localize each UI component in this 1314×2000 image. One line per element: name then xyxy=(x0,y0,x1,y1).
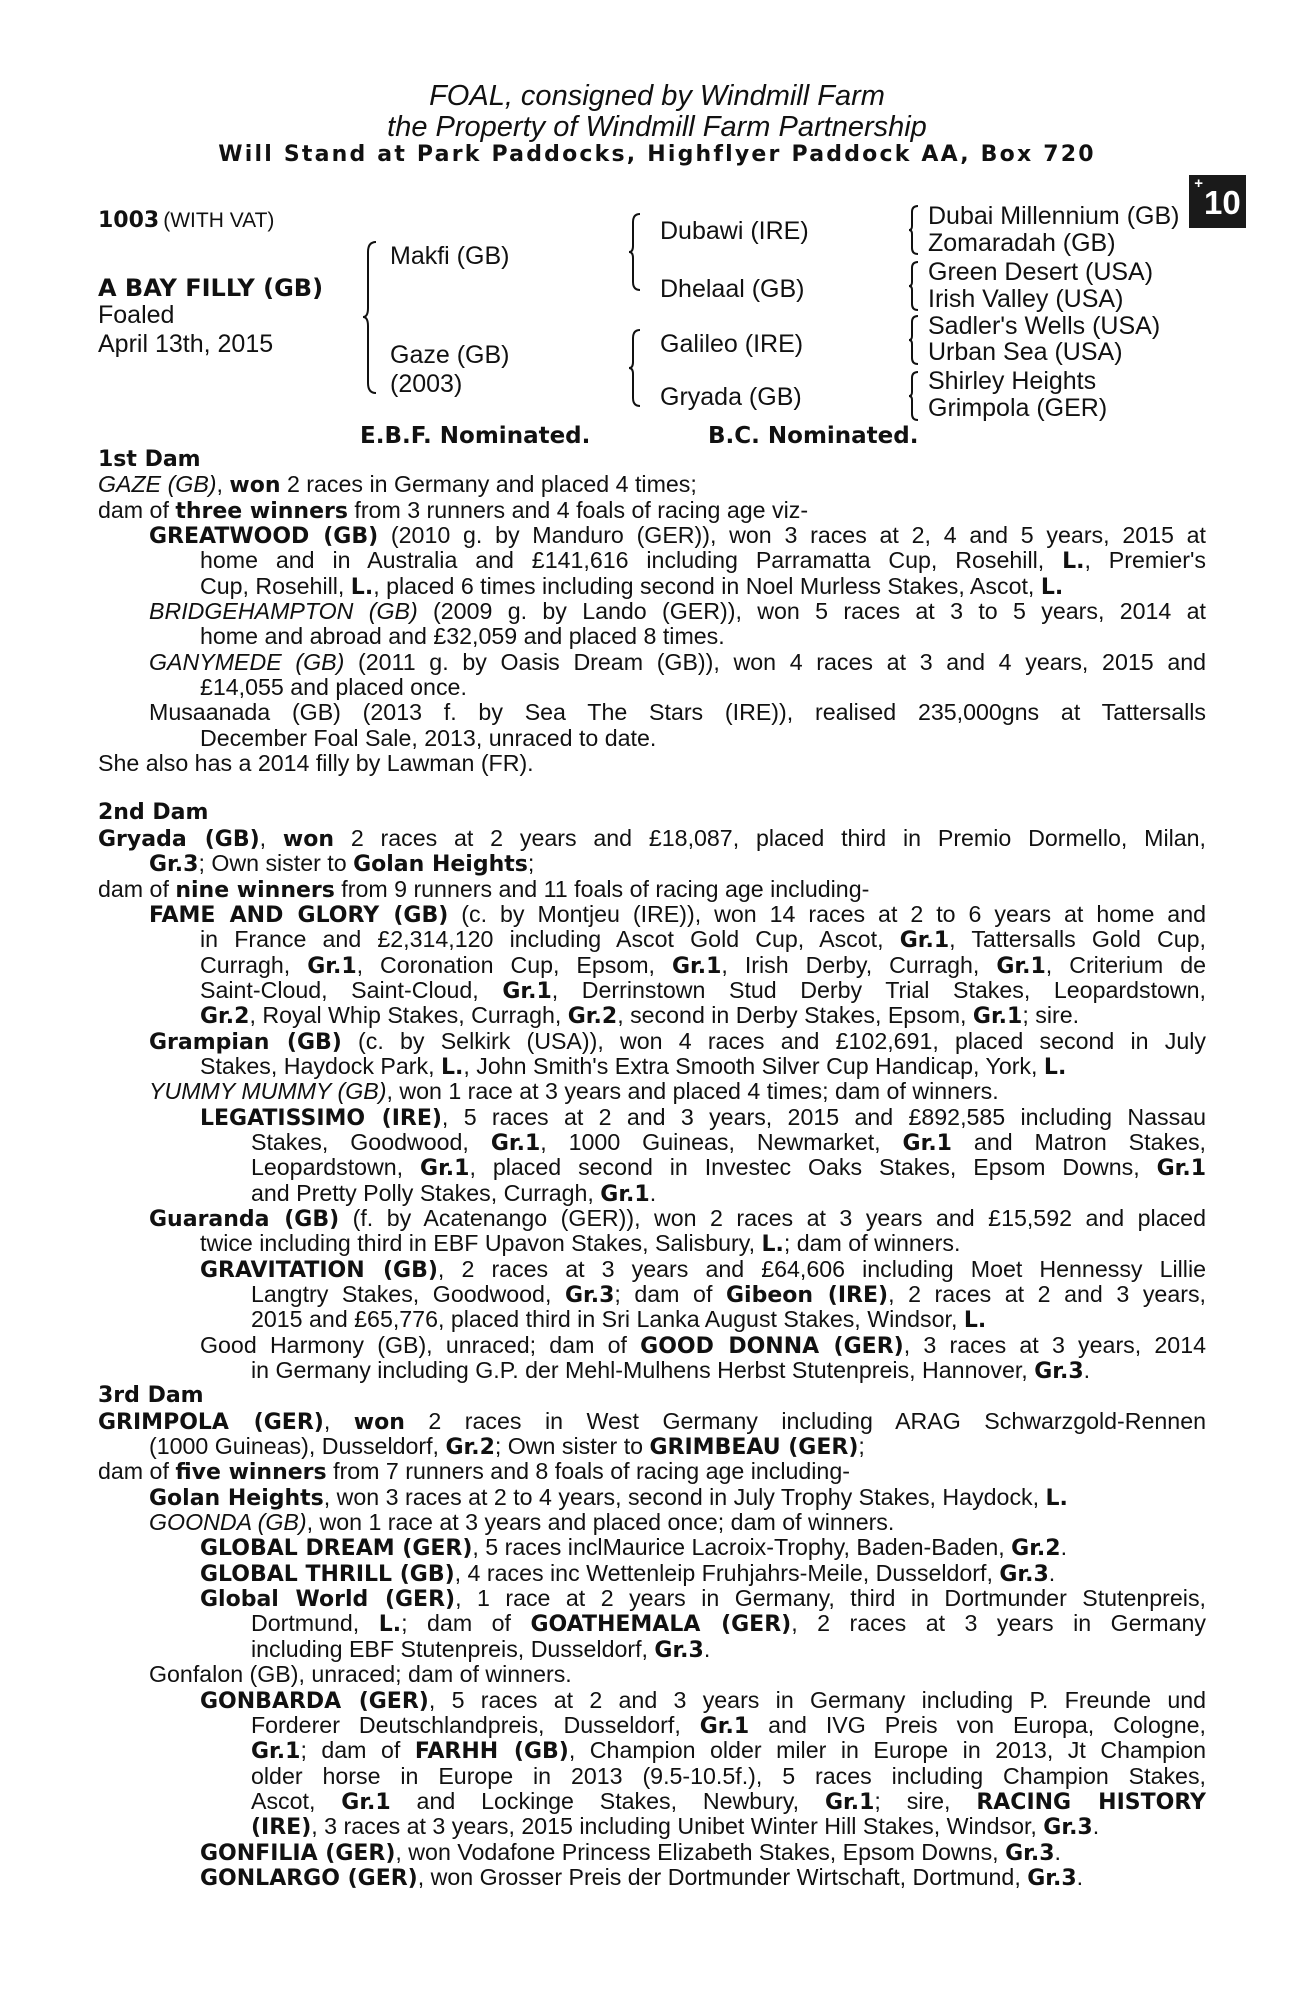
text-run: L. xyxy=(1040,574,1064,600)
text-run: Gr.1 xyxy=(824,1789,875,1815)
text-run: , Coronation Cup, Epsom, xyxy=(356,951,672,978)
text-run: (IRE) xyxy=(251,1815,312,1841)
text-run: L. xyxy=(350,574,374,600)
text-run: Grampian (GB) xyxy=(149,1029,342,1055)
text-line xyxy=(98,700,1206,725)
stand-location: Will Stand at Park Paddocks, Highflyer Paddock AA, Box 720 xyxy=(218,142,1096,167)
text-line xyxy=(98,953,1206,978)
text-run: December Foal Sale, 2013, unraced to date. xyxy=(200,724,657,751)
dam-dam: Gryada (GB) xyxy=(660,383,802,411)
lot-number-line xyxy=(98,208,274,233)
text-line xyxy=(98,599,1206,624)
text-run: Guaranda (GB) xyxy=(149,1206,340,1232)
text-line xyxy=(98,1485,1206,1510)
text-run: , 5 races at 2 and 3 years in Germany including P. Freunde und xyxy=(428,1686,1207,1713)
text-run: from 9 runners and 11 foals of racing age including- xyxy=(334,875,870,902)
text-line xyxy=(98,726,1206,751)
text-run: Stakes, Goodwood, xyxy=(251,1128,491,1155)
badge-plus: + xyxy=(1194,175,1204,192)
text-line xyxy=(98,1358,1206,1383)
text-line xyxy=(98,1561,1206,1586)
brace-gen3-2 xyxy=(908,260,920,312)
text-run: L. xyxy=(378,1612,402,1638)
text-line xyxy=(98,1662,1206,1687)
text-run: Gr.1 xyxy=(671,953,722,979)
text-run: Gr.1 xyxy=(1156,1156,1206,1182)
text-line xyxy=(98,1079,1206,1104)
text-line xyxy=(98,877,1206,902)
text-line xyxy=(98,624,1206,649)
text-run: and Matron Stakes, xyxy=(951,1128,1206,1155)
text-line xyxy=(98,1789,1206,1814)
brace-gen3-3 xyxy=(908,314,920,366)
text-run: , 3 races at 3 years, 2014 xyxy=(903,1331,1206,1358)
text-line xyxy=(98,574,1206,599)
text-run: L. xyxy=(1062,549,1085,575)
text-run: Gr.1 xyxy=(972,1004,1023,1030)
text-line xyxy=(98,1307,1206,1332)
text-run: . xyxy=(1048,1559,1056,1586)
text-run: and IVG Preis von Europa, Cologne, xyxy=(749,1711,1206,1738)
text-run: , xyxy=(259,824,283,851)
text-run: BRIDGEHAMPTON (GB) xyxy=(149,598,418,625)
text-run: ; dam of winners. xyxy=(783,1230,961,1257)
text-run: and Pretty Polly Stakes, Curragh, xyxy=(251,1179,601,1206)
text-run: Ascot, xyxy=(251,1787,342,1814)
text-run: from 3 runners and 4 foals of racing age viz- xyxy=(347,496,809,523)
text-run: and Lockinge Stakes, Newbury, xyxy=(390,1787,825,1814)
text-run: Cup, Rosehill, xyxy=(200,572,351,599)
text-run: Gr.2 xyxy=(1011,1536,1061,1562)
text-run: , 2 races at 3 years and £64,606 including Moet Hennessy Lillie xyxy=(437,1255,1206,1282)
text-run: GOATHEMALA (GER) xyxy=(530,1612,792,1638)
text-run: Gr.3 xyxy=(1027,1865,1077,1891)
text-run: Gr.1 xyxy=(899,928,950,954)
text-run: GONLARGO (GER) xyxy=(200,1865,418,1891)
text-run: Gr.3 xyxy=(999,1561,1049,1587)
text-run: GOONDA (GB) xyxy=(149,1509,307,1536)
text-run: . xyxy=(1076,1863,1084,1890)
text-run: home and in Australia and £141,616 including Parramatta Cup, Rosehill, xyxy=(200,547,1063,574)
text-line xyxy=(98,1003,1206,1028)
text-run: ; xyxy=(527,850,535,877)
text-line xyxy=(98,927,1206,952)
text-run: , Criterium de xyxy=(1045,951,1206,978)
dam-year: (2003) xyxy=(390,370,463,398)
text-run: Gr.1 xyxy=(307,953,357,979)
text-run: ; dam of xyxy=(614,1281,726,1307)
pedigree-brace-sire xyxy=(628,212,644,292)
text-run: L. xyxy=(963,1308,987,1334)
text-line xyxy=(98,978,1206,1003)
text-run: Gr.1 xyxy=(490,1130,541,1156)
text-run: , Derrinstown Stud Derby Trial Stakes, Leopardstown, xyxy=(551,976,1206,1003)
text-run: won xyxy=(282,826,335,852)
text-line xyxy=(98,675,1206,700)
text-run: GRIMBEAU (GER) xyxy=(649,1435,859,1461)
section-heading xyxy=(98,800,1206,825)
text-run: Gr.3 xyxy=(1034,1359,1084,1385)
text-line xyxy=(98,1764,1206,1789)
lot-name: A BAY FILLY (GB) xyxy=(98,274,324,302)
sds: Green Desert (USA) xyxy=(928,258,1154,286)
text-line xyxy=(98,1434,1206,1459)
text-line xyxy=(98,523,1206,548)
text-run: Gr.1 xyxy=(996,953,1046,979)
text-run: Saint-Cloud, Saint-Cloud, xyxy=(200,976,503,1003)
text-run: nine winners xyxy=(175,877,335,903)
text-run: ; dam of xyxy=(300,1737,415,1764)
text-run: Gr.2 xyxy=(567,1004,618,1030)
text-run: twice including third in EBF Upavon Stakes, Salisbury, xyxy=(200,1230,762,1257)
text-run: L. xyxy=(1045,1485,1068,1511)
vat-note: (WITH VAT) xyxy=(163,209,275,232)
text-run: dam of xyxy=(98,1458,176,1485)
text-line xyxy=(98,650,1206,675)
badge-number: 10 xyxy=(1204,184,1241,221)
text-run: , 3 races at 3 years, 2015 including Unibet Winter Hill Stakes, Windsor, xyxy=(311,1813,1044,1840)
section-heading xyxy=(98,1383,1206,1408)
text-run: 3rd Dam xyxy=(98,1383,204,1409)
consignor-line: FOAL, consigned by Windmill Farm xyxy=(429,80,885,112)
text-run: , John Smith's Extra Smooth Silver Cup Handicap, York, xyxy=(463,1052,1044,1079)
text-run: , 5 races inclMaurice Lacroix-Trophy, Baden-Baden, xyxy=(472,1534,1012,1561)
text-run: L. xyxy=(441,1054,464,1080)
sire: Makfi (GB) xyxy=(390,242,510,270)
text-line xyxy=(98,1333,1206,1358)
text-run: , 2 races at 3 years in Germany xyxy=(791,1610,1206,1637)
text-run: Langtry Stakes, Goodwood, xyxy=(251,1281,565,1307)
text-run: L. xyxy=(761,1232,784,1258)
dss: Sadler's Wells (USA) xyxy=(928,312,1161,340)
text-run: won xyxy=(229,473,281,499)
text-run: Gr.1 xyxy=(902,1130,952,1156)
text-line xyxy=(98,1738,1206,1763)
text-run: YUMMY MUMMY (GB) xyxy=(149,1078,387,1105)
text-run: (1000 Guineas), Dusseldorf, xyxy=(149,1433,446,1460)
text-run: GOOD DONNA (GER) xyxy=(640,1333,904,1359)
text-run: GREATWOOD (GB) xyxy=(149,524,379,550)
text-run: GONFILIA (GER) xyxy=(200,1840,396,1866)
text-run: RACING HISTORY xyxy=(976,1789,1206,1815)
text-run: FAME AND GLORY (GB) xyxy=(149,902,449,928)
text-run: Gr.1 xyxy=(600,1181,650,1207)
text-run: Leopardstown, xyxy=(251,1154,421,1181)
text-run: Dortmund, xyxy=(251,1610,379,1637)
text-line xyxy=(98,1409,1206,1434)
text-run: , won 1 race at 3 years and placed once; dam of winners. xyxy=(306,1509,895,1536)
text-run: ; Own sister to xyxy=(198,850,354,877)
property-line: the Property of Windmill Farm Partnership xyxy=(387,111,927,143)
text-line xyxy=(98,1231,1206,1256)
text-run: Golan Heights xyxy=(353,852,528,878)
text-line xyxy=(98,1840,1206,1865)
text-run: , xyxy=(323,1407,354,1434)
text-line xyxy=(98,1814,1206,1839)
text-run: Gibeon (IRE) xyxy=(725,1283,889,1308)
dds: Shirley Heights xyxy=(928,367,1097,395)
text-run: Gr.2 xyxy=(200,1004,250,1030)
text-run: , Tattersalls Gold Cup, xyxy=(949,926,1206,953)
text-run: ; sire, xyxy=(874,1787,977,1814)
text-line xyxy=(98,1611,1206,1636)
text-line xyxy=(98,1510,1206,1535)
pedigree-brace-dam xyxy=(628,328,644,408)
text-run: 1st Dam xyxy=(98,447,201,472)
text-run: Stakes, Haydock Park, xyxy=(200,1052,441,1079)
text-run: Golan Heights xyxy=(149,1485,324,1511)
text-run: . xyxy=(1092,1813,1100,1840)
text-line xyxy=(98,1130,1206,1155)
text-line xyxy=(98,1257,1206,1282)
spacer xyxy=(98,776,1206,800)
pedigree-brace-main xyxy=(362,240,382,395)
text-run: dam of xyxy=(98,496,176,523)
text-run: Gr.3 xyxy=(1043,1815,1093,1841)
text-run: Gr.3 xyxy=(1005,1840,1055,1866)
text-line xyxy=(98,1459,1206,1484)
text-run: Curragh, xyxy=(200,951,308,978)
text-run: from 7 runners and 8 foals of racing age including- xyxy=(326,1458,850,1485)
text-run: Gr.3 xyxy=(654,1637,704,1663)
dsd: Urban Sea (USA) xyxy=(928,338,1123,366)
text-run: GANYMEDE (GB) xyxy=(149,648,345,675)
brace-gen3-4 xyxy=(908,370,920,422)
text-line xyxy=(98,902,1206,927)
ebf-nominated: E.B.F. Nominated. xyxy=(360,423,591,449)
text-run: She also has a 2014 filly by Lawman (FR). xyxy=(98,750,534,777)
text-line xyxy=(98,1282,1206,1307)
text-run: , won 1 race at 3 years and placed 4 times; dam of winners. xyxy=(386,1078,999,1105)
text-run: , 1 race at 2 years in Germany, third in Dortmunder Stutenpreis, xyxy=(455,1585,1206,1612)
text-line xyxy=(98,1206,1206,1231)
sire-dam: Dhelaal (GB) xyxy=(660,275,805,303)
text-line xyxy=(98,1535,1206,1560)
text-run: . xyxy=(703,1635,711,1662)
text-run: 2015 and £65,776, placed third in Sri Lanka August Stakes, Windsor, xyxy=(251,1306,964,1333)
text-run: , xyxy=(216,471,230,498)
text-line xyxy=(98,1181,1206,1206)
text-line xyxy=(98,1029,1206,1054)
text-run: GLOBAL THRILL (GB) xyxy=(200,1561,455,1587)
text-run: GONBARDA (GER) xyxy=(200,1688,429,1714)
text-run: Good Harmony (GB), unraced; dam of xyxy=(200,1331,641,1358)
text-line xyxy=(98,1054,1206,1079)
text-run: , 2 races at 2 and 3 years, xyxy=(888,1281,1206,1307)
text-run: , placed second in Investec Oaks Stakes, Epsom Downs, xyxy=(469,1154,1157,1181)
text-run: , 4 races inc Wettenleip Fruhjahrs-Meile, Dusseldorf, xyxy=(454,1559,1000,1586)
text-run: . xyxy=(1060,1534,1068,1561)
text-line xyxy=(98,1637,1206,1662)
text-run: in Germany including G.P. der Mehl-Mulhens Herbst Stutenpreis, Hannover, xyxy=(251,1357,1035,1384)
brace-gen3-1 xyxy=(908,204,920,256)
text-run: £14,055 and placed once. xyxy=(200,674,467,701)
text-run: GLOBAL DREAM (GER) xyxy=(200,1536,473,1562)
ddd: Grimpola (GER) xyxy=(928,394,1108,422)
text-run: ; dam of xyxy=(401,1610,531,1637)
text-run: L. xyxy=(1043,1054,1067,1080)
text-run: ; sire. xyxy=(1022,1002,1080,1029)
ssd: Zomaradah (GB) xyxy=(928,229,1116,257)
text-run: , 5 races at 2 and 3 years, 2015 and £892,585 including Nassau xyxy=(441,1103,1207,1130)
text-run: , won 3 races at 2 to 4 years, second in July Trophy Stakes, Haydock, xyxy=(323,1483,1046,1510)
text-line xyxy=(98,751,1206,776)
text-run: Gr.2 xyxy=(445,1435,495,1461)
text-run: (c. by Selkirk (USA)), won 4 races and £102,691, placed second in July xyxy=(341,1027,1206,1054)
text-run: Gr.3 xyxy=(149,852,199,878)
text-run: , Royal Whip Stakes, Curragh, xyxy=(249,1002,568,1029)
text-run: , Premier's xyxy=(1084,547,1206,574)
text-run: 2 races in Germany and placed 4 times; xyxy=(280,471,697,498)
text-run: Gonfalon (GB), unraced; dam of winners. xyxy=(149,1661,572,1688)
text-run: . xyxy=(1054,1838,1061,1865)
text-line xyxy=(98,1155,1206,1180)
text-run: Gr.1 xyxy=(420,1156,470,1182)
dam-sire: Galileo (IRE) xyxy=(660,330,804,358)
text-run: FARHH (GB) xyxy=(414,1739,569,1765)
text-line xyxy=(98,1586,1206,1611)
text-run: . xyxy=(1083,1357,1091,1384)
text-run: won xyxy=(353,1409,405,1435)
bc-nominated: B.C. Nominated. xyxy=(708,423,919,449)
text-run: (f. by Acatenango (GER)), won 2 races at 3 years and £15,592 and placed xyxy=(339,1204,1206,1231)
text-run: , 1000 Guineas, Newmarket, xyxy=(540,1128,903,1155)
text-run: GRIMPOLA (GER) xyxy=(98,1409,324,1435)
text-line xyxy=(98,1105,1206,1130)
text-run: in France and £2,314,120 including Ascot Gold Cup, Ascot, xyxy=(200,926,900,953)
sire-sire: Dubawi (IRE) xyxy=(660,217,809,245)
text-run: older horse in Europe in 2013 (9.5-10.5f.), 5 races including Champion Stakes, xyxy=(251,1762,1206,1789)
text-run: LEGATISSIMO (IRE) xyxy=(200,1105,442,1131)
text-run: Forderer Deutschlandpreis, Dusseldorf, xyxy=(251,1711,700,1738)
text-line xyxy=(98,851,1206,876)
sss: Dubai Millennium (GB) xyxy=(928,202,1180,230)
text-run: Gr.3 xyxy=(564,1283,615,1308)
section-heading xyxy=(98,447,1206,472)
text-run: . xyxy=(649,1179,657,1206)
text-line xyxy=(98,1865,1206,1890)
lot-number: 1003 xyxy=(98,208,160,233)
text-run: Gr.1 xyxy=(502,978,552,1004)
text-run: GRAVITATION (GB) xyxy=(200,1257,438,1283)
text-run: (c. by Montjeu (IRE)), won 14 races at 2 to 6 years at home and xyxy=(448,900,1206,927)
text-line xyxy=(98,548,1206,573)
text-run: Musaanada (GB) (2013 f. by Sea The Stars (IRE)), realised 235,000gns at Tattersalls xyxy=(149,699,1206,726)
text-run: , Champion older miler in Europe in 2013, Jt Champion xyxy=(568,1737,1207,1764)
dam: Gaze (GB) xyxy=(390,341,510,369)
text-run: , placed 6 times including second in Noel Murless Stakes, Ascot, xyxy=(373,572,1041,599)
text-run: Gr.1 xyxy=(699,1713,750,1739)
text-run: GAZE (GB) xyxy=(98,471,217,498)
text-run: , Irish Derby, Curragh, xyxy=(721,951,997,978)
text-line xyxy=(98,1713,1206,1738)
text-run: Gr.1 xyxy=(251,1739,301,1765)
text-run: including EBF Stutenpreis, Dusseldorf, xyxy=(251,1635,655,1662)
text-run: (2011 g. by Oasis Dream (GB)), won 4 races at 3 and 4 years, 2015 and xyxy=(344,648,1206,675)
text-run: 2 races at 2 years and £18,087, placed third in Premio Dormello, Milan, xyxy=(334,824,1206,851)
text-line xyxy=(98,1688,1206,1713)
text-line xyxy=(98,498,1206,523)
text-run: three winners xyxy=(175,498,348,524)
text-run: dam of xyxy=(98,875,176,902)
text-run: 2 races in West Germany including ARAG Schwarzgold-Rennen xyxy=(404,1407,1206,1434)
text-run: (2009 g. by Lando (GER)), won 5 races at 3 to 5 years, 2014 at xyxy=(417,598,1207,625)
text-run: 2nd Dam xyxy=(98,800,209,826)
foaled-label: Foaled xyxy=(98,301,175,329)
text-run: home and abroad and £32,059 and placed 8 times. xyxy=(200,623,725,650)
text-run: Global World (GER) xyxy=(200,1587,456,1613)
text-run: ; Own sister to xyxy=(494,1433,650,1460)
text-run: five winners xyxy=(175,1460,327,1486)
foaled-date: April 13th, 2015 xyxy=(98,330,274,358)
text-run: , second in Derby Stakes, Epsom, xyxy=(617,1002,973,1029)
text-run: ; xyxy=(858,1433,865,1460)
text-line xyxy=(98,826,1206,851)
text-line xyxy=(98,472,1206,497)
text-run: , won Grosser Preis der Dortmunder Wirtschaft, Dortmund, xyxy=(417,1863,1028,1890)
text-run: Gryada (GB) xyxy=(98,826,260,852)
text-run: , won Vodafone Princess Elizabeth Stakes, Epsom Downs, xyxy=(395,1838,1006,1865)
text-run: (2010 g. by Manduro (GER)), won 3 races at 2, 4 and 5 years, 2015 at xyxy=(378,522,1206,549)
sdd: Irish Valley (USA) xyxy=(928,285,1124,313)
text-run: Gr.1 xyxy=(341,1789,391,1815)
lot-badge xyxy=(1189,175,1246,228)
catalogue-body xyxy=(98,447,1206,1890)
